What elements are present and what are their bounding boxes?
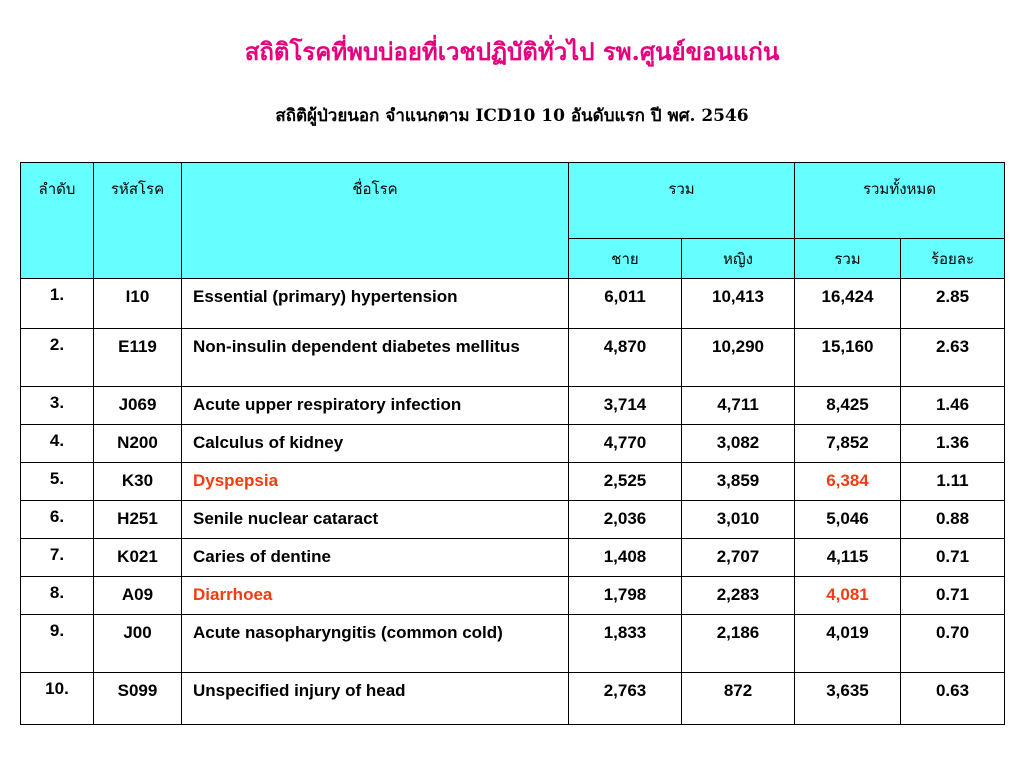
cell-sum: 8,425 [795,387,901,425]
cell-sum: 15,160 [795,329,901,387]
cell-percent: 0.71 [901,577,1005,615]
table-row [21,539,1005,577]
table-row [21,387,1005,425]
cell-female: 872 [682,673,795,725]
cell-male: 6,011 [569,279,682,329]
cell-rank: 2. [21,329,94,387]
cell-disease-name: Unspecified injury of head [182,673,569,725]
cell-code: N200 [94,425,182,463]
cell-female: 3,082 [682,425,795,463]
cell-code: H251 [94,501,182,539]
table-row [21,425,1005,463]
cell-disease-name: Diarrhoea [182,577,569,615]
cell-sum: 3,635 [795,673,901,725]
header-sum: รวม [795,239,901,279]
slide-title: สถิติโรคที่พบบ่อยที่เวชปฏิบัติทั่วไป รพ.ศูนย์ขอนแก่น [244,37,780,66]
cell-sum: 4,019 [795,615,901,673]
cell-percent: 0.88 [901,501,1005,539]
cell-percent: 0.71 [901,539,1005,577]
cell-code: E119 [94,329,182,387]
cell-rank: 4. [21,425,94,463]
cell-female: 2,186 [682,615,795,673]
cell-rank: 5. [21,463,94,501]
cell-code: K30 [94,463,182,501]
cell-male: 2,525 [569,463,682,501]
cell-percent: 1.36 [901,425,1005,463]
cell-female: 10,413 [682,279,795,329]
table-body [21,279,1005,725]
cell-sum: 4,115 [795,539,901,577]
cell-male: 4,870 [569,329,682,387]
cell-rank: 1. [21,279,94,329]
cell-rank: 8. [21,577,94,615]
cell-code: K021 [94,539,182,577]
header-percent: ร้อยละ [901,239,1005,279]
cell-disease-name: Non-insulin dependent diabetes mellitus [182,329,569,387]
header-grand-total: รวมทั้งหมด [795,163,1005,239]
table-row [21,329,1005,387]
cell-rank: 6. [21,501,94,539]
cell-code: J00 [94,615,182,673]
header-total: รวม [569,163,795,239]
table-row [21,615,1005,673]
cell-percent: 0.63 [901,673,1005,725]
cell-female: 10,290 [682,329,795,387]
cell-code: I10 [94,279,182,329]
cell-code: A09 [94,577,182,615]
cell-sum: 7,852 [795,425,901,463]
header-rank: ลำดับ [21,163,94,279]
cell-rank: 9. [21,615,94,673]
cell-male: 1,833 [569,615,682,673]
cell-female: 3,010 [682,501,795,539]
cell-male: 4,770 [569,425,682,463]
cell-female: 3,859 [682,463,795,501]
disease-stats-table [20,162,1005,725]
cell-percent: 2.85 [901,279,1005,329]
cell-percent: 1.46 [901,387,1005,425]
cell-sum: 6,384 [795,463,901,501]
cell-female: 2,707 [682,539,795,577]
cell-percent: 0.70 [901,615,1005,673]
cell-percent: 2.63 [901,329,1005,387]
cell-male: 3,714 [569,387,682,425]
cell-rank: 7. [21,539,94,577]
table-row [21,279,1005,329]
cell-disease-name: Calculus of kidney [182,425,569,463]
header-code: รหัสโรค [94,163,182,279]
table-row [21,463,1005,501]
cell-sum: 4,081 [795,577,901,615]
cell-rank: 10. [21,673,94,725]
cell-percent: 1.11 [901,463,1005,501]
table-row [21,577,1005,615]
cell-disease-name: Acute nasopharyngitis (common cold) [182,615,569,673]
table-row [21,673,1005,725]
cell-disease-name: Senile nuclear cataract [182,501,569,539]
table-row [21,501,1005,539]
cell-code: J069 [94,387,182,425]
cell-sum: 16,424 [795,279,901,329]
cell-female: 4,711 [682,387,795,425]
cell-male: 1,798 [569,577,682,615]
header-female: หญิง [682,239,795,279]
cell-disease-name: Caries of dentine [182,539,569,577]
cell-disease-name: Acute upper respiratory infection [182,387,569,425]
cell-rank: 3. [21,387,94,425]
cell-male: 2,036 [569,501,682,539]
cell-disease-name: Essential (primary) hypertension [182,279,569,329]
header-name: ชื่อโรค [182,163,569,279]
slide-subtitle: สถิติผู้ป่วยนอก จำแนกตาม ICD10 10 อันดับแรก ปี พศ. 2546 [275,106,749,126]
cell-code: S099 [94,673,182,725]
cell-male: 2,763 [569,673,682,725]
cell-disease-name: Dyspepsia [182,463,569,501]
header-male: ชาย [569,239,682,279]
cell-female: 2,283 [682,577,795,615]
cell-male: 1,408 [569,539,682,577]
cell-sum: 5,046 [795,501,901,539]
